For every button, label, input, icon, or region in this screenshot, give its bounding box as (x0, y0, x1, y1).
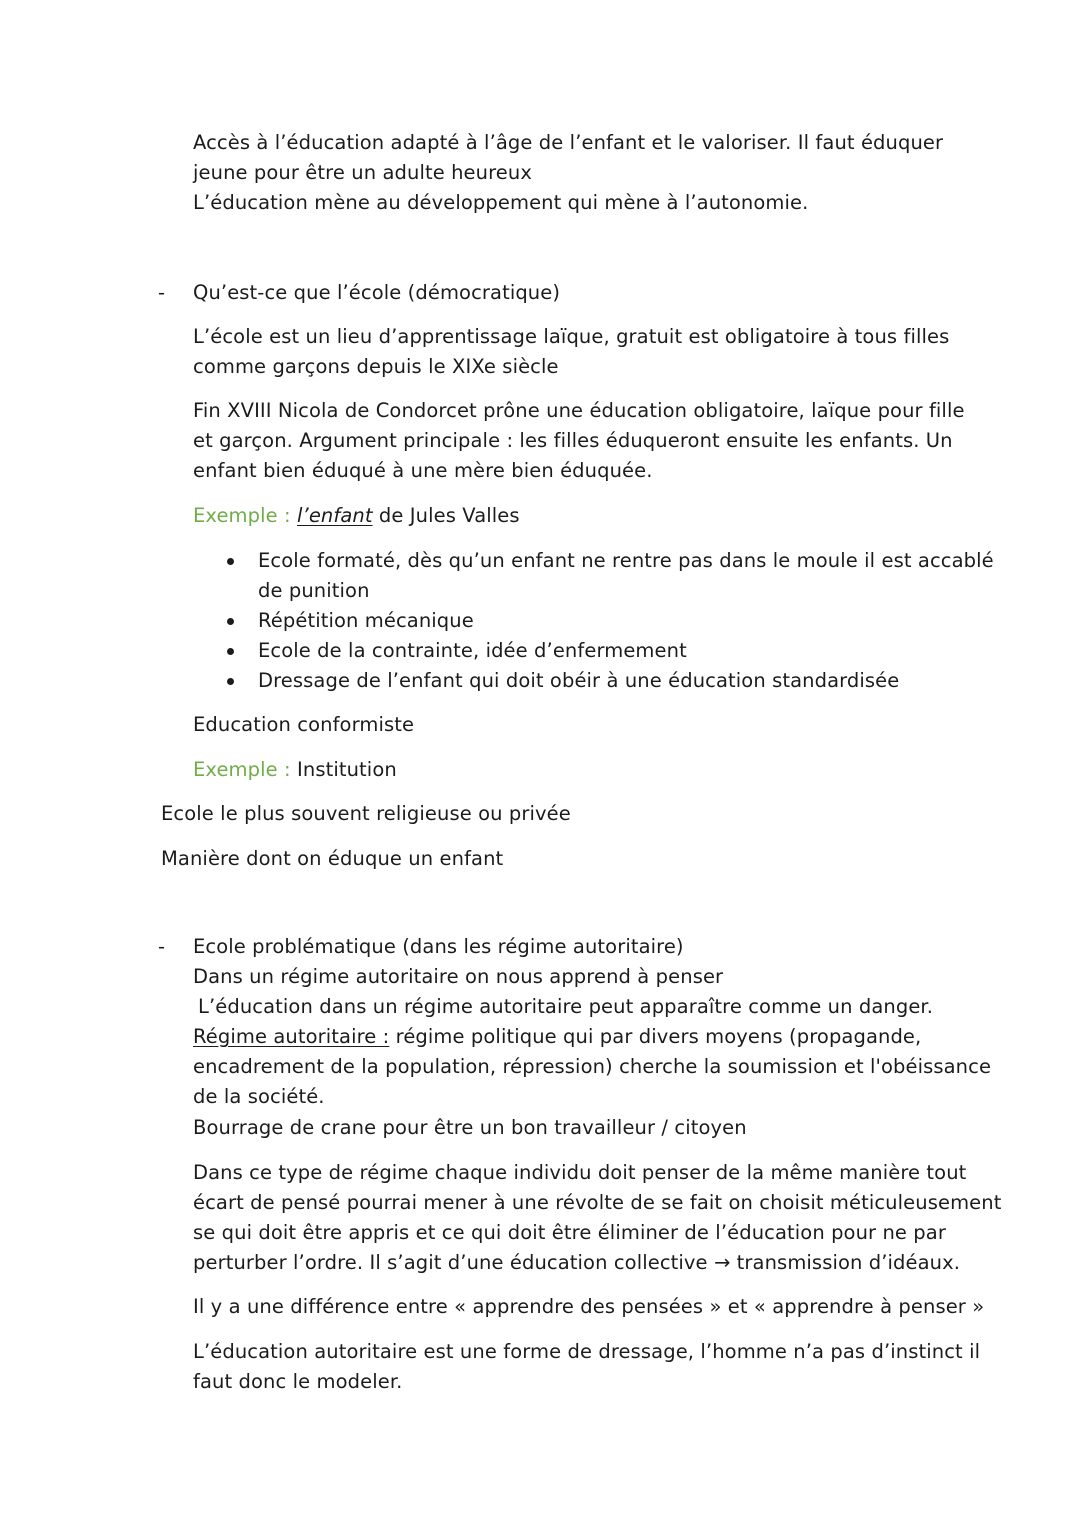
bullet-item-3: Ecole de la contrainte, idée d’enfermement (258, 639, 687, 662)
section2-p-line4: perturber l’ordre. Il s’agit d’une éducation collective → transmission d’idéaux. (193, 1251, 961, 1274)
bullet-dot (227, 618, 234, 625)
intro-line-3: L’éducation mène au développement qui mène à l’autonomie. (193, 191, 809, 214)
section2-line-3: Bourrage de crane pour être un bon travailleur / citoyen (193, 1116, 747, 1139)
section2-heading: Ecole problématique (dans les régime autoritaire) (193, 935, 684, 958)
bullet-item-1: Ecole formaté, dès qu’un enfant ne rentre pas dans le moule il est accablé (258, 549, 994, 572)
example2-label: Exemple : (193, 758, 298, 781)
section2-p-line2: écart de pensé pourrai mener à une révolte de se fait on choisit méticuleusement (193, 1191, 1002, 1214)
example1-title: l’enfant (297, 504, 373, 527)
final-line-2: faut donc le modeler. (193, 1370, 403, 1393)
example1-label: Exemple : (193, 504, 298, 527)
section1-p2-line3: enfant bien éduqué à une mère bien éduquée. (193, 459, 653, 482)
intro-line-1: Accès à l’éducation adapté à l’âge de l’enfant et le valoriser. Il faut éduquer (193, 131, 944, 154)
example2 (193, 755, 397, 785)
section1-p2-line1: Fin XVIII Nicola de Condorcet prône une éducation obligatoire, laïque pour fille (193, 399, 965, 422)
example1-rest: de Jules Valles (372, 504, 520, 527)
intro-line-2: jeune pour être un adulte heureux (193, 161, 532, 184)
definition-line-1 (193, 1022, 921, 1052)
bullet-item-1-cont: de punition (258, 579, 370, 602)
definition-term: Régime autoritaire : (193, 1025, 390, 1048)
bullet-dot (227, 648, 234, 655)
example2-text: Institution (297, 758, 397, 781)
bullet-dot (227, 678, 234, 685)
definition-line-2: encadrement de la population, répression) cherche la soumission et l'obéissance (193, 1055, 992, 1078)
difference-line: Il y a une différence entre « apprendre des pensées » et « apprendre à penser » (193, 1295, 985, 1318)
section1-p1-line2: comme garçons depuis le XIXe siècle (193, 355, 559, 378)
section1-heading: Qu’est-ce que l’école (démocratique) (193, 281, 561, 304)
section1-p1-line1: L’école est un lieu d’apprentissage laïque, gratuit est obligatoire à tous filles (193, 325, 950, 348)
bullet-item-2: Répétition mécanique (258, 609, 474, 632)
final-line-1: L’éducation autoritaire est une forme de dressage, l’homme n’a pas d’instinct il (193, 1340, 981, 1363)
note-1: Ecole le plus souvent religieuse ou privée (161, 802, 571, 825)
definition-text: régime politique qui par divers moyens (propagande, (389, 1025, 922, 1048)
section2-line-2: L’éducation dans un régime autoritaire peut apparaître comme un danger. (198, 995, 934, 1018)
note-2: Manière dont on éduque un enfant (161, 847, 504, 870)
section2-line-1: Dans un régime autoritaire on nous apprend à penser (193, 965, 724, 988)
conformist-label: Education conformiste (193, 713, 415, 736)
example1 (193, 501, 520, 531)
bullet-item-4: Dressage de l’enfant qui doit obéir à une éducation standardisée (258, 669, 900, 692)
section2-p-line3: se qui doit être appris et ce qui doit être éliminer de l’éducation pour ne par (193, 1221, 946, 1244)
definition-line-3: de la société. (193, 1085, 325, 1108)
section1-dash: - (158, 281, 166, 304)
bullet-dot (227, 558, 234, 565)
section2-dash: - (158, 935, 166, 958)
section1-p2-line2: et garçon. Argument principale : les filles éduqueront ensuite les enfants. Un (193, 429, 953, 452)
section2-p-line1: Dans ce type de régime chaque individu doit penser de la même manière tout (193, 1161, 967, 1184)
